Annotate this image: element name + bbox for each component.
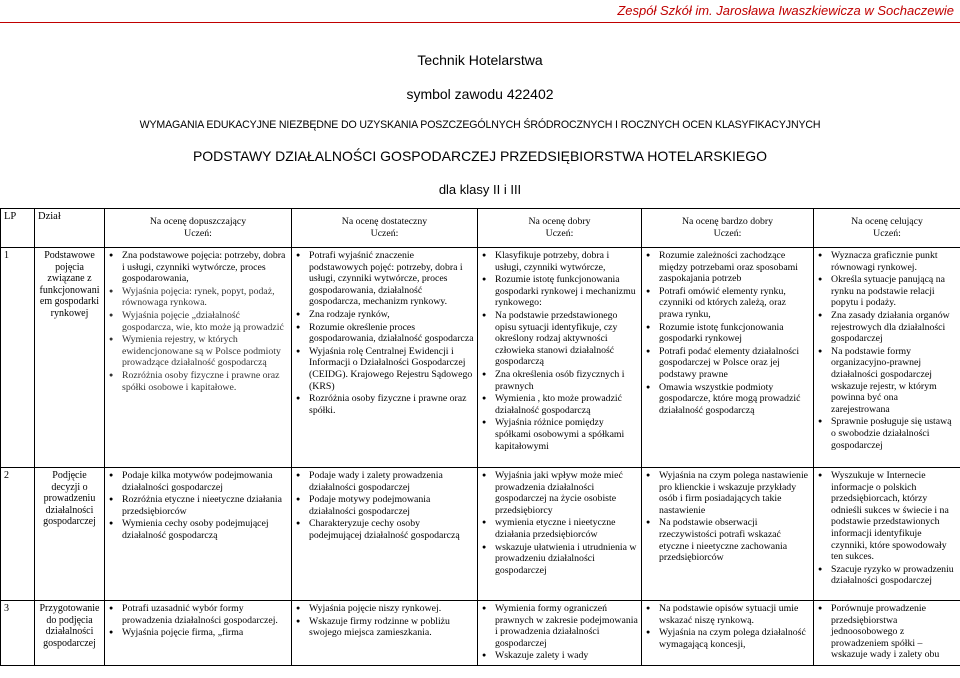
list-item: ● Określa sytuacje panującą na rynku na podstawie relacji popytu i podaży.: [817, 274, 957, 309]
list-item: ● Zna podstawowe pojęcia: potrzeby, dobra i usługi, czynniki wytwórcze, proces gospodarowania,: [108, 250, 288, 285]
requirements-list: [295, 250, 474, 416]
requirements-table: [0, 208, 960, 666]
list-item: ● Rozumie zależności zachodzące między potrzebami oraz sposobami zaspokajania potrzeb: [645, 250, 810, 285]
requirements-list: [481, 470, 638, 576]
header-bardzo-dobry: Na ocenę bardzo dobry Uczeń:: [642, 209, 814, 248]
requirements-cell-dop: [105, 248, 292, 468]
list-item: ● Wymienia rejestry, w których ewidencjonowane są w Polsce podmioty prowadzące działalność gospodarczą: [108, 334, 288, 369]
list-item: ● Rozróżnia etyczne i nieetyczne działania przedsiębiorców: [108, 494, 288, 517]
list-item: ● Wymienia formy ograniczeń prawnych w zakresie podejmowania i prowadzenia działalności gospodarczej: [481, 603, 638, 649]
list-item: ● Wskazuje firmy rodzinne w pobliżu swojego miejsca zamieszkania.: [295, 616, 474, 639]
requirements-cell-cel: [814, 248, 960, 468]
requirements-list: [481, 603, 638, 662]
requirements-cell-dobry: [478, 248, 642, 468]
list-item: ● Wyjaśnia różnice pomiędzy spółkami osobowymi a spółkami kapitałowymi: [481, 417, 638, 452]
list-item: ● Klasyfikuje potrzeby, dobra i usługi, czynniki wytwórcze,: [481, 250, 638, 273]
header-dobry: Na ocenę dobry Uczeń:: [478, 209, 642, 248]
list-item: ● Wyjaśnia rolę Centralnej Ewidencji i Informacji o Działalności Gospodarczej (CEIDG). Krajowego Rejestru Sądowego (KRS): [295, 346, 474, 392]
list-item: ● Charakteryzuje cechy osoby podejmującej działalność gospodarczą: [295, 518, 474, 541]
requirements-cell-dost: [292, 248, 478, 468]
list-item: ● Wyszukuje w Internecie informacje o polskich przedsiębiorcach, którzy odnieśli sukces w świecie i na podstawie przedstawionych informacji identyfikuje czynniki, które spowodowały ten sukces.: [817, 470, 957, 563]
list-item: ● Na podstawie obserwacji rzeczywistości potrafi wskazać etyczne i nieetyczne zachowania przedsiębiorców: [645, 517, 810, 563]
requirements-cell-dop: [105, 468, 292, 601]
requirements-cell-bdb: [642, 601, 814, 666]
list-item: ● Wyjaśnia jaki wpływ może mieć prowadzenia działalności gospodarczej na życie osobiste przedsiębiorcy: [481, 470, 638, 516]
requirements-list: [108, 470, 288, 542]
profession-code: symbol zawodu 422402: [406, 86, 554, 102]
requirements-cell-dost: [292, 468, 478, 601]
requirements-list: [817, 603, 957, 661]
row-section: Przygotowanie do podjęcia działalności gospodarczej: [35, 601, 105, 666]
header-celujacy: Na ocenę celujący Uczeń:: [814, 209, 960, 248]
row-section: Podstawowe pojęcia związane z funkcjonowani em gospodarki rynkowej: [35, 248, 105, 468]
requirements-cell-dost: [292, 601, 478, 666]
list-item: ● Podaje wady i zalety prowadzenia działalności gospodarczej: [295, 470, 474, 493]
requirements-cell-bdb: [642, 248, 814, 468]
requirements-title: WYMAGANIA EDUKACYJNE NIEZBĘDNE DO UZYSKANIA POSZCZEGÓLNYCH ŚRÓDROCZNYCH I ROCZNYCH OCEN KLASYFIKACYJNYCH: [139, 119, 821, 131]
list-item: ● wskazuje ułatwienia i utrudnienia w prowadzeniu działalności gospodarczej: [481, 542, 638, 577]
table-row: [1, 601, 960, 666]
school-name: Zespół Szkół im. Jarosława Iwaszkiewicza w Sochaczewie: [617, 3, 954, 18]
list-item: ● Potrafi wyjaśnić znaczenie podstawowych pojęć: potrzeby, dobra i usługi, czynniki wytwórcze, proces gospodarowania, działalność gospodarcza, mechanizm rynkowy.: [295, 250, 474, 308]
requirements-list: [295, 603, 474, 639]
row-number: 3: [1, 601, 35, 666]
list-item: ● wymienia etyczne i nieetyczne działania przedsiębiorców: [481, 517, 638, 540]
requirements-cell-cel: [814, 468, 960, 601]
requirements-list: [645, 250, 810, 416]
list-item: ● Zna zasady działania organów rejestrowych dla działalności gospodarczej: [817, 310, 957, 345]
list-item: ● Rozumie istotę funkcjonowania gospodarki rynkowej: [645, 322, 810, 345]
requirements-list: [108, 603, 288, 639]
list-item: ● Wyjaśnia pojęcie „działalność gospodarcza, wie, kto może ją prowadzić: [108, 310, 288, 333]
table-header-row: [1, 209, 960, 248]
requirements-list: [817, 250, 957, 451]
list-item: ● Podaje kilka motywów podejmowania działalności gospodarczej: [108, 470, 288, 493]
requirements-list: [817, 470, 957, 587]
list-item: ● Wyjaśnia pojęcie firma, „firma: [108, 627, 288, 639]
header-lp: LP: [1, 209, 35, 248]
list-item: ● Zna określenia osób fizycznych i prawnych: [481, 369, 638, 392]
list-item: ● Na podstawie przedstawionego opisu sytuacji identyfikuje, czy określony rodzaj aktywności człowieka stanowi działalność gospodarczą: [481, 310, 638, 368]
list-item: ● Wymienia , kto może prowadzić działalność gospodarczą: [481, 393, 638, 416]
header-dopuszczajacy: Na ocenę dopuszczający Uczeń:: [105, 209, 292, 248]
list-item: ● Wymienia cechy osoby podejmującej działalność gospodarczą: [108, 518, 288, 541]
header-divider: [0, 22, 960, 23]
list-item: ● Wyznacza graficznie punkt równowagi rynkowej.: [817, 250, 957, 273]
list-item: ● Omawia wszystkie podmioty gospodarcze, które mogą prowadzić działalność gospodarczą: [645, 382, 810, 417]
list-item: ● Potrafi uzasadnić wybór formy prowadzenia działalności gospodarczej.: [108, 603, 288, 626]
list-item: ● Porównuje prowadzenie przedsiębiorstwa jednoosobowego z prowadzeniem spółki – wskazuje wady i zalety obu: [817, 603, 957, 661]
requirements-list: [295, 470, 474, 542]
row-section: Podjęcie decyzji o prowadzeniu działalności gospodarczej: [35, 468, 105, 601]
header-dostateczny: Na ocenę dostateczny Uczeń:: [292, 209, 478, 248]
list-item: ● Wyjaśnia pojęcia: rynek, popyt, podaż, równowaga rynkowa.: [108, 286, 288, 309]
list-item: ● Podaje motywy podejmowania działalności gospodarczej: [295, 494, 474, 517]
requirements-cell-cel: [814, 601, 960, 666]
list-item: ● Na podstawie formy organizacyjno-prawnej działalności gospodarczej wskazuje rejestr, w którym powinna być ona zarejestrowana: [817, 346, 957, 416]
list-item: ● Wyjaśnia na czym polega działalność wymagającą koncesji,: [645, 627, 810, 650]
requirements-list: [645, 470, 810, 564]
requirements-cell-dop: [105, 601, 292, 666]
row-number: 2: [1, 468, 35, 601]
row-number: 1: [1, 248, 35, 468]
requirements-list: [108, 250, 288, 393]
list-item: ● Zna rodzaje rynków,: [295, 309, 474, 321]
list-item: ● Wyjaśnia na czym polega nastawienie pro klienckie i wskazuje przykłady osób i firm posiadających takie nastawienie: [645, 470, 810, 516]
table-row: [1, 248, 960, 468]
subject-title: PODSTAWY DZIAŁALNOŚCI GOSPODARCZEJ PRZEDSIĘBIORSTWA HOTELARSKIEGO: [192, 148, 768, 164]
table-row: [1, 468, 960, 601]
list-item: ● Rozróżnia osoby fizyczne i prawne oraz spółki.: [295, 393, 474, 416]
header-dzial: Dział: [35, 209, 105, 248]
requirements-cell-dobry: [478, 468, 642, 601]
list-item: ● Potrafi omówić elementy rynku, czynniki od których zależą, oraz prawa rynku,: [645, 286, 810, 321]
requirements-list: [645, 603, 810, 650]
list-item: ● Rozumie istotę funkcjonowania gospodarki rynkowej i mechanizmu rynkowego:: [481, 274, 638, 309]
list-item: ● Potrafi podać elementy działalności gospodarczej w Polsce oraz jej podstawy prawne: [645, 346, 810, 381]
list-item: ● Rozróżnia osoby fizyczne i prawne oraz spółki osobowe i kapitałowe.: [108, 370, 288, 393]
requirements-cell-dobry: [478, 601, 642, 666]
list-item: ● Sprawnie posługuje się ustawą o swobodzie działalności gospodarczej: [817, 416, 957, 451]
profession-title: Technik Hotelarstwa: [417, 52, 543, 68]
class-info: dla klasy II i III: [438, 182, 522, 197]
list-item: ● Wyjaśnia pojęcie niszy rynkowej.: [295, 603, 474, 615]
list-item: ● Na podstawie opisów sytuacji umie wskazać niszę rynkową.: [645, 603, 810, 626]
list-item: ● Rozumie określenie proces gospodarowania, działalność gospodarcza: [295, 322, 474, 345]
requirements-cell-bdb: [642, 468, 814, 601]
requirements-list: [481, 250, 638, 452]
list-item: ● Szacuje ryzyko w prowadzeniu działalności gospodarczej: [817, 564, 957, 587]
list-item: ● Wskazuje zalety i wady: [481, 650, 638, 662]
